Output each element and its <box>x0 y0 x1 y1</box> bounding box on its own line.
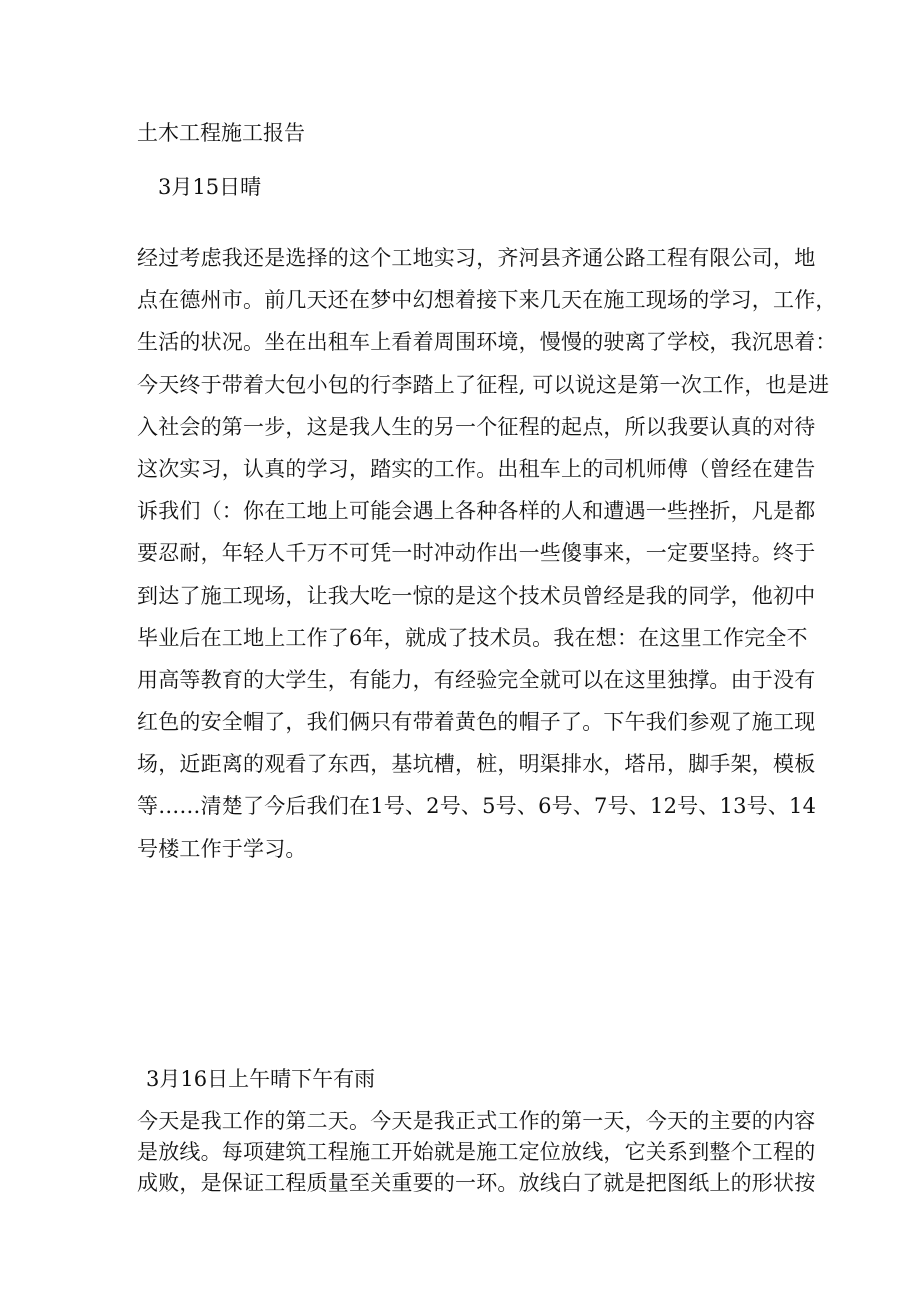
text-line: 今天是我工作的第二天。今天是我正式工作的第一天，今天的主要的内容 <box>137 1109 816 1133</box>
text-line: 经过考虑我还是选择的这个工地实习，齐河县齐通公路工程有限公司，地 <box>137 246 816 270</box>
entry-body-march-16 <box>137 1106 816 1199</box>
text-line: 生活的状况。坐在出租车上看着周围环境，慢慢的驶离了学校，我沉思着： <box>137 330 837 355</box>
text-line: 点在德州市。前几天还在梦中幻想着接下来几天在施工现场的学习，工作， <box>137 288 837 313</box>
text-line: 红色的安全帽了，我们俩只有带着黄色的帽子了。下午我们参观了施工现 <box>137 710 816 735</box>
document-title: 土木工程施工报告 <box>137 121 305 145</box>
text-line: 要忍耐，年轻人千万不可凭一时冲动作出一些傻事来，一定要坚持。终于 <box>137 541 816 566</box>
text-line: 是放线。每项建筑工程施工开始就是施工定位放线，它关系到整个工程的 <box>137 1140 816 1164</box>
text-line: 成败，是保证工程质量至关重要的一环。放线白了就是把图纸上的形状按 <box>137 1171 816 1195</box>
text-line: 毕业后在工地上工作了6年，就成了技术员。我在想：在这里工作完全不 <box>137 625 808 650</box>
text-line: 这次实习，认真的学习，踏实的工作。出租车上的司机师傅（曾经在建告 <box>137 456 816 481</box>
entry-date-march-15: 3月15日晴 <box>158 175 262 199</box>
text-line: 场，近距离的观看了东西，基坑槽，桩，明渠排水，塔吊，脚手架，模板 <box>137 752 816 777</box>
text-line: 号楼工作于学习。 <box>137 836 307 861</box>
text-line: 诉我们（：你在工地上可能会遇上各种各样的人和遭遇一些挫折，凡是都 <box>137 499 816 524</box>
text-line: 用高等教育的大学生，有能力，有经验完全就可以在这里独撑。由于没有 <box>137 667 816 692</box>
entry-date-march-16: 3月16日上午晴下午有雨 <box>146 1067 376 1091</box>
text-line: 到达了施工现场，让我大吃一惊的是这个技术员曾经是我的同学，他初中 <box>137 583 816 608</box>
text-line: 今天终于带着大包小包的行李踏上了征程, 可以说这是第一次工作，也是进 <box>137 372 830 397</box>
text-line: 入社会的第一步，这是我人生的另一个征程的起点，所以我要认真的对待 <box>137 414 816 439</box>
text-line: 等……清楚了今后我们在1号、2号、5号、6号、7号、12号、13号、14 <box>137 794 817 819</box>
entry-body-march-15 <box>137 237 837 870</box>
